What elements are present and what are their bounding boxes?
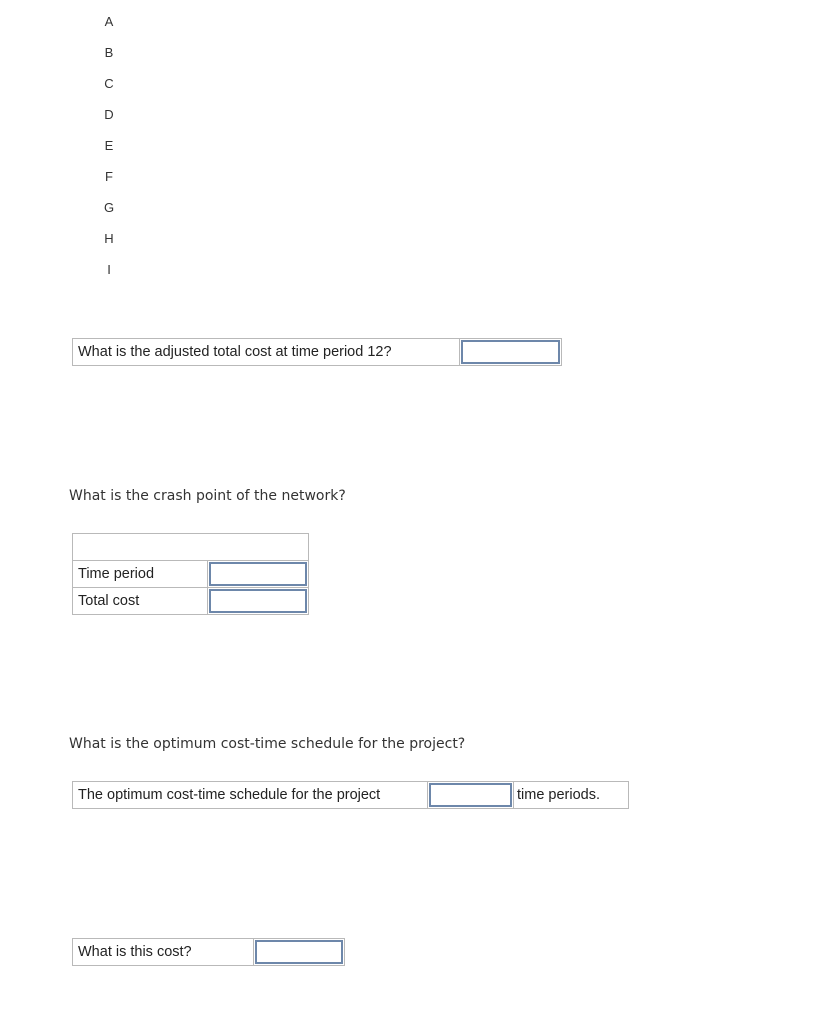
activity-label: A <box>104 14 114 29</box>
activity-label: B <box>104 45 114 60</box>
activity-label: H <box>104 231 114 246</box>
total-cost-input[interactable] <box>209 589 307 613</box>
activity-label: C <box>104 76 114 91</box>
activity-label: I <box>107 262 111 277</box>
activity-label: D <box>104 107 114 122</box>
optimum-table <box>72 781 629 809</box>
crash-point-header <box>73 534 309 561</box>
activity-label: G <box>103 200 115 215</box>
this-cost-table <box>72 938 345 966</box>
optimum-question: What is the optimum cost-time schedule for the project? <box>69 736 466 752</box>
adjusted-cost-label: What is the adjusted total cost at time period 12? <box>73 339 460 366</box>
activity-label: E <box>104 138 114 153</box>
time-period-label: Time period <box>73 561 208 588</box>
time-period-input[interactable] <box>209 562 307 586</box>
crash-point-table <box>72 533 309 615</box>
this-cost-input[interactable] <box>255 940 343 964</box>
activity-label: F <box>105 169 113 184</box>
optimum-suffix: time periods. <box>514 782 629 809</box>
optimum-input[interactable] <box>429 783 512 807</box>
this-cost-label: What is this cost? <box>73 939 254 966</box>
total-cost-label: Total cost <box>73 588 208 615</box>
activity-list <box>94 11 124 290</box>
crash-point-question: What is the crash point of the network? <box>69 488 346 504</box>
adjusted-cost-input[interactable] <box>461 340 560 364</box>
adjusted-cost-table <box>72 338 562 366</box>
optimum-label: The optimum cost-time schedule for the project <box>73 782 428 809</box>
